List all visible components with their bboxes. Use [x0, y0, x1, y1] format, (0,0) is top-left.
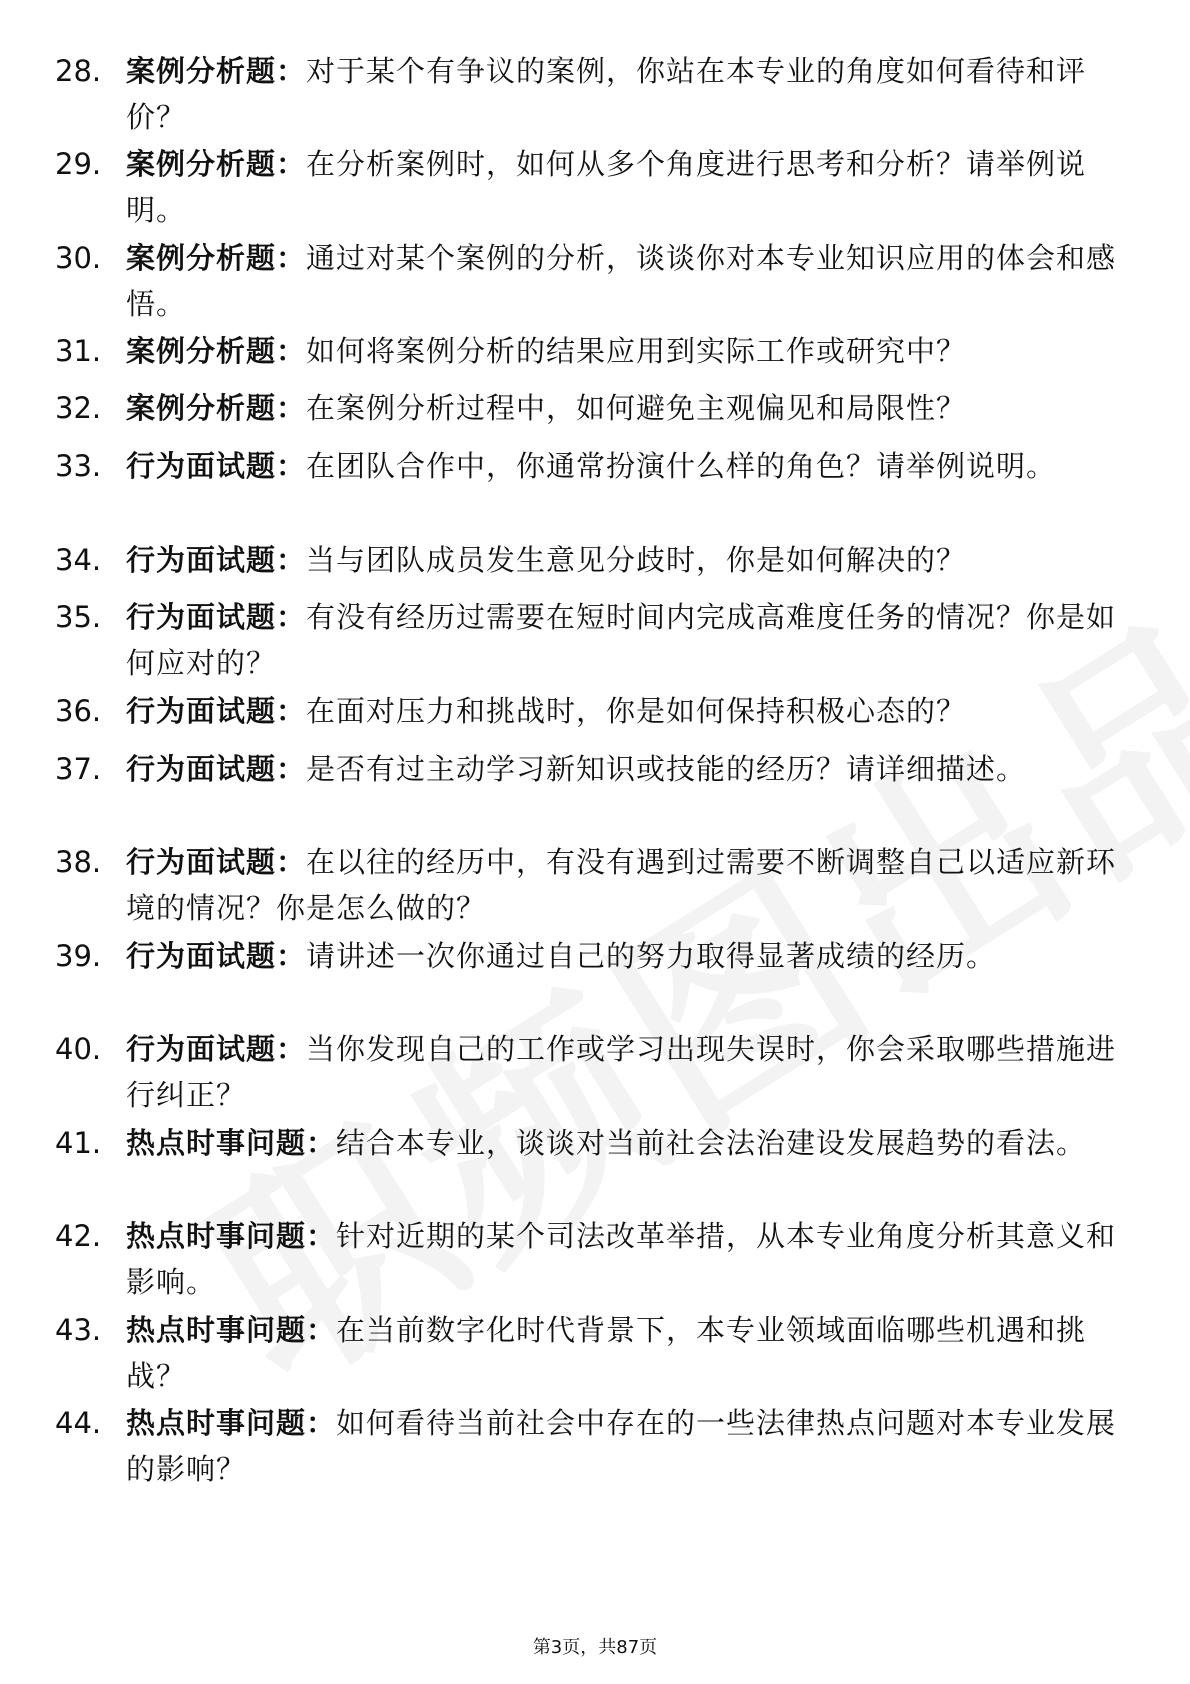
question-number: 30.	[55, 241, 102, 275]
question-text: 在案例分析过程中，如何避免主观偏见和局限性？	[306, 391, 967, 425]
question-text: 对于某个有争议的案例，你站在本专业的角度如何看待和评价？	[126, 54, 1087, 134]
question-number: 39.	[55, 939, 102, 973]
question-body	[126, 1026, 1141, 1118]
question-category: 热点时事问题：	[126, 1406, 337, 1440]
question-text: 当你发现自己的工作或学习出现失误时，你会采取哪些措施进行纠正？	[126, 1032, 1117, 1112]
question-body	[126, 385, 1141, 431]
question-body	[126, 328, 1141, 374]
question-text: 当与团队成员发生意见分歧时，你是如何解决的？	[306, 543, 967, 577]
question-category: 行为面试题：	[126, 752, 307, 786]
question-body	[126, 933, 1141, 979]
question-category: 行为面试题：	[126, 845, 307, 879]
question-body	[126, 48, 1141, 140]
question-text: 如何看待当前社会中存在的一些法律热点问题对本专业发展的影响？	[126, 1406, 1117, 1486]
question-category: 行为面试题：	[126, 1032, 307, 1066]
question-body	[126, 746, 1141, 792]
question-text: 如何将案例分析的结果应用到实际工作或研究中？	[306, 334, 967, 368]
question-number: 36.	[55, 694, 102, 728]
question-category: 案例分析题：	[126, 391, 307, 425]
question-number: 34.	[55, 543, 102, 577]
question-number: 29.	[55, 147, 102, 181]
question-category: 行为面试题：	[126, 694, 307, 728]
question-body	[126, 839, 1141, 931]
question-category: 行为面试题：	[126, 939, 307, 973]
question-number: 44.	[55, 1406, 102, 1440]
question-number: 42.	[55, 1219, 102, 1253]
question-body	[126, 688, 1141, 734]
question-body	[126, 141, 1141, 233]
question-body	[126, 594, 1141, 686]
question-category: 热点时事问题：	[126, 1219, 337, 1253]
question-category: 案例分析题：	[126, 334, 307, 368]
question-body	[126, 1307, 1141, 1399]
question-number: 33.	[55, 449, 102, 483]
question-number: 41.	[55, 1126, 102, 1160]
question-body	[126, 537, 1141, 583]
question-text: 在分析案例时，如何从多个角度进行思考和分析？请举例说明。	[126, 147, 1087, 227]
question-text: 在面对压力和挑战时，你是如何保持积极心态的？	[306, 694, 967, 728]
question-text: 请讲述一次你通过自己的努力取得显著成绩的经历。	[306, 939, 997, 973]
question-text: 有没有经历过需要在短时间内完成高难度任务的情况？你是如何应对的？	[126, 600, 1117, 680]
question-category: 热点时事问题：	[126, 1313, 337, 1347]
question-number: 37.	[55, 752, 102, 786]
question-text: 通过对某个案例的分析，谈谈你对本专业知识应用的体会和感悟。	[126, 241, 1117, 321]
question-category: 行为面试题：	[126, 543, 307, 577]
question-number: 32.	[55, 391, 102, 425]
question-number: 43.	[55, 1313, 102, 1347]
question-number: 35.	[55, 600, 102, 634]
question-category: 案例分析题：	[126, 147, 307, 181]
question-category: 案例分析题：	[126, 54, 307, 88]
question-number: 28.	[55, 54, 102, 88]
question-body	[126, 1213, 1141, 1305]
question-body	[126, 1120, 1141, 1166]
question-number: 31.	[55, 334, 102, 368]
question-category: 行为面试题：	[126, 600, 307, 634]
question-number: 38.	[55, 845, 102, 879]
question-text: 在团队合作中，你通常扮演什么样的角色？请举例说明。	[306, 449, 1057, 483]
question-text: 在当前数字化时代背景下，本专业领域面临哪些机遇和挑战？	[126, 1313, 1087, 1393]
question-text: 是否有过主动学习新知识或技能的经历？请详细描述。	[306, 752, 1027, 786]
question-text: 在以往的经历中，有没有遇到过需要不断调整自己以适应新环境的情况？你是怎么做的？	[126, 845, 1117, 925]
question-body	[126, 443, 1141, 489]
question-text: 针对近期的某个司法改革举措，从本专业角度分析其意义和影响。	[126, 1219, 1117, 1299]
question-text: 结合本专业，谈谈对当前社会法治建设发展趋势的看法。	[336, 1126, 1087, 1160]
question-number: 40.	[55, 1032, 102, 1066]
page-footer: 第3页，共87页	[532, 1637, 658, 1658]
question-category: 热点时事问题：	[126, 1126, 337, 1160]
question-body	[126, 1400, 1141, 1492]
question-body	[126, 235, 1141, 327]
question-category: 行为面试题：	[126, 449, 307, 483]
question-category: 案例分析题：	[126, 241, 307, 275]
